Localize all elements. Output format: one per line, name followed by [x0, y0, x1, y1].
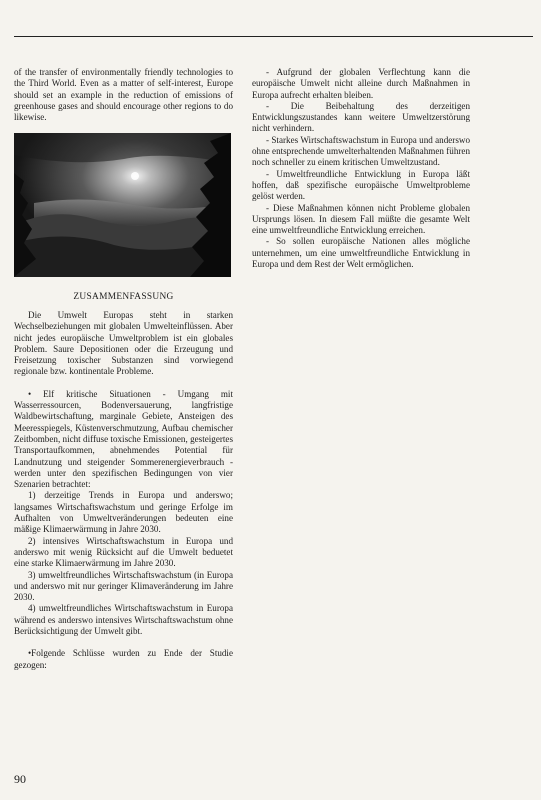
conclusion-item: - Aufgrund der globalen Verflechtung kann die europäische Umwelt nicht alleine durch Maßnahmen in Europa aufrecht erhalten bleiben. [252, 67, 470, 100]
conclusion-item: - Diese Maßnahmen können nicht Probleme globalen Ursprungs lösen. In diesem Fall müßte die gesamte Welt eine umweltfreundliche Entwicklung erreichen. [252, 202, 470, 236]
summary-text [14, 310, 233, 671]
conclusion-item: - Die Beibehaltung des derzeitigen Entwicklungszustandes kann weitere Umweltzerstörung nicht verhindern. [252, 100, 470, 134]
right-column-text [252, 67, 470, 270]
scenario-item: 4) umweltfreundliches Wirtschaftswachstum in Europa während es anderswo intensives Wirtschaftswachstum ohne Berücksichtigung der Umwelt gibt. [14, 603, 233, 637]
paragraph: Die Umwelt Europas steht in starken Wechselbeziehungen mit globalen Umwelteinflüssen. Aber nicht jedes europäische Umweltproblem ist ein globales Problem. Saure Depositionen oder die Erzeugung und Freisetzung toxischer Substanzen sind vorwiegend regionale bzw. kontinentale Probleme. [14, 310, 233, 377]
page-number: 90 [14, 772, 26, 786]
scenario-item: 3) umweltfreundliches Wirtschaftswachstum (in Europa und anderswo mit nur geringer Klimaveränderung im Jahre 2030. [14, 569, 233, 603]
paragraph: •Folgende Schlüsse wurden zu Ende der Studie gezogen: [14, 648, 233, 670]
paragraph: • Elf kritische Situationen - Umgang mit Wasserressourcen, Bodenversauerung, langfristige Waldbewirtschaftung, marginale Gebiete, Ansteigen des Meeresspiegels, Küstenverschmutzung, Aufbau chemischer Zeitbomben, nicht diffuse toxische Emissionen, gesteigertes Transportaufkommen, abnehmendes Potential für Landnutzung und steigender Sommerenergieverbrauch - werden unter den spezifischen Bedingungen von vier Szenarien betrachtet: [14, 388, 233, 490]
conclusion-item: - Umweltfreundliche Entwicklung in Europa läßt hoffen, daß spezifische europäische Umweltprobleme gelöst werden. [252, 168, 470, 202]
landscape-photo [14, 133, 231, 277]
header-rule [14, 36, 533, 37]
left-top-text [14, 67, 233, 123]
scenario-item: 1) derzeitige Trends in Europa und anderswo; langsames Wirtschaftswachstum und geringe Erfolge im Aufhalten von Umweltveränderungen bedeuten eine mäßige Klimaerwärmung in Jahre 2030. [14, 490, 233, 535]
paragraph: of the transfer of environmentally friendly technologies to the Third World. Even as a matter of self-interest, Europe should set an example in the reduction of emissions of greenhouse gases and should encourage other regions to do likewise. [14, 67, 233, 123]
conclusion-item: - So sollen europäische Nationen alles mögliche unternehmen, um eine umweltfreundliche Entwicklung in Europa und dem Rest der Welt ermöglichen. [252, 236, 470, 270]
scenario-item: 2) intensives Wirtschaftswachstum in Europa und anderswo mit wenig Rücksicht auf die Umwelt beduetet eine starke Klimaerwärmung im Jahre 2030. [14, 535, 233, 569]
conclusion-item: - Starkes Wirtschaftswachstum in Europa und anderswo ohne entsprechende umwelterhaltenden Maßnahmen führen noch schneller zu einem kritischen Umweltzustand. [252, 134, 470, 168]
summary-heading: ZUSAMMENFASSUNG [73, 292, 174, 302]
